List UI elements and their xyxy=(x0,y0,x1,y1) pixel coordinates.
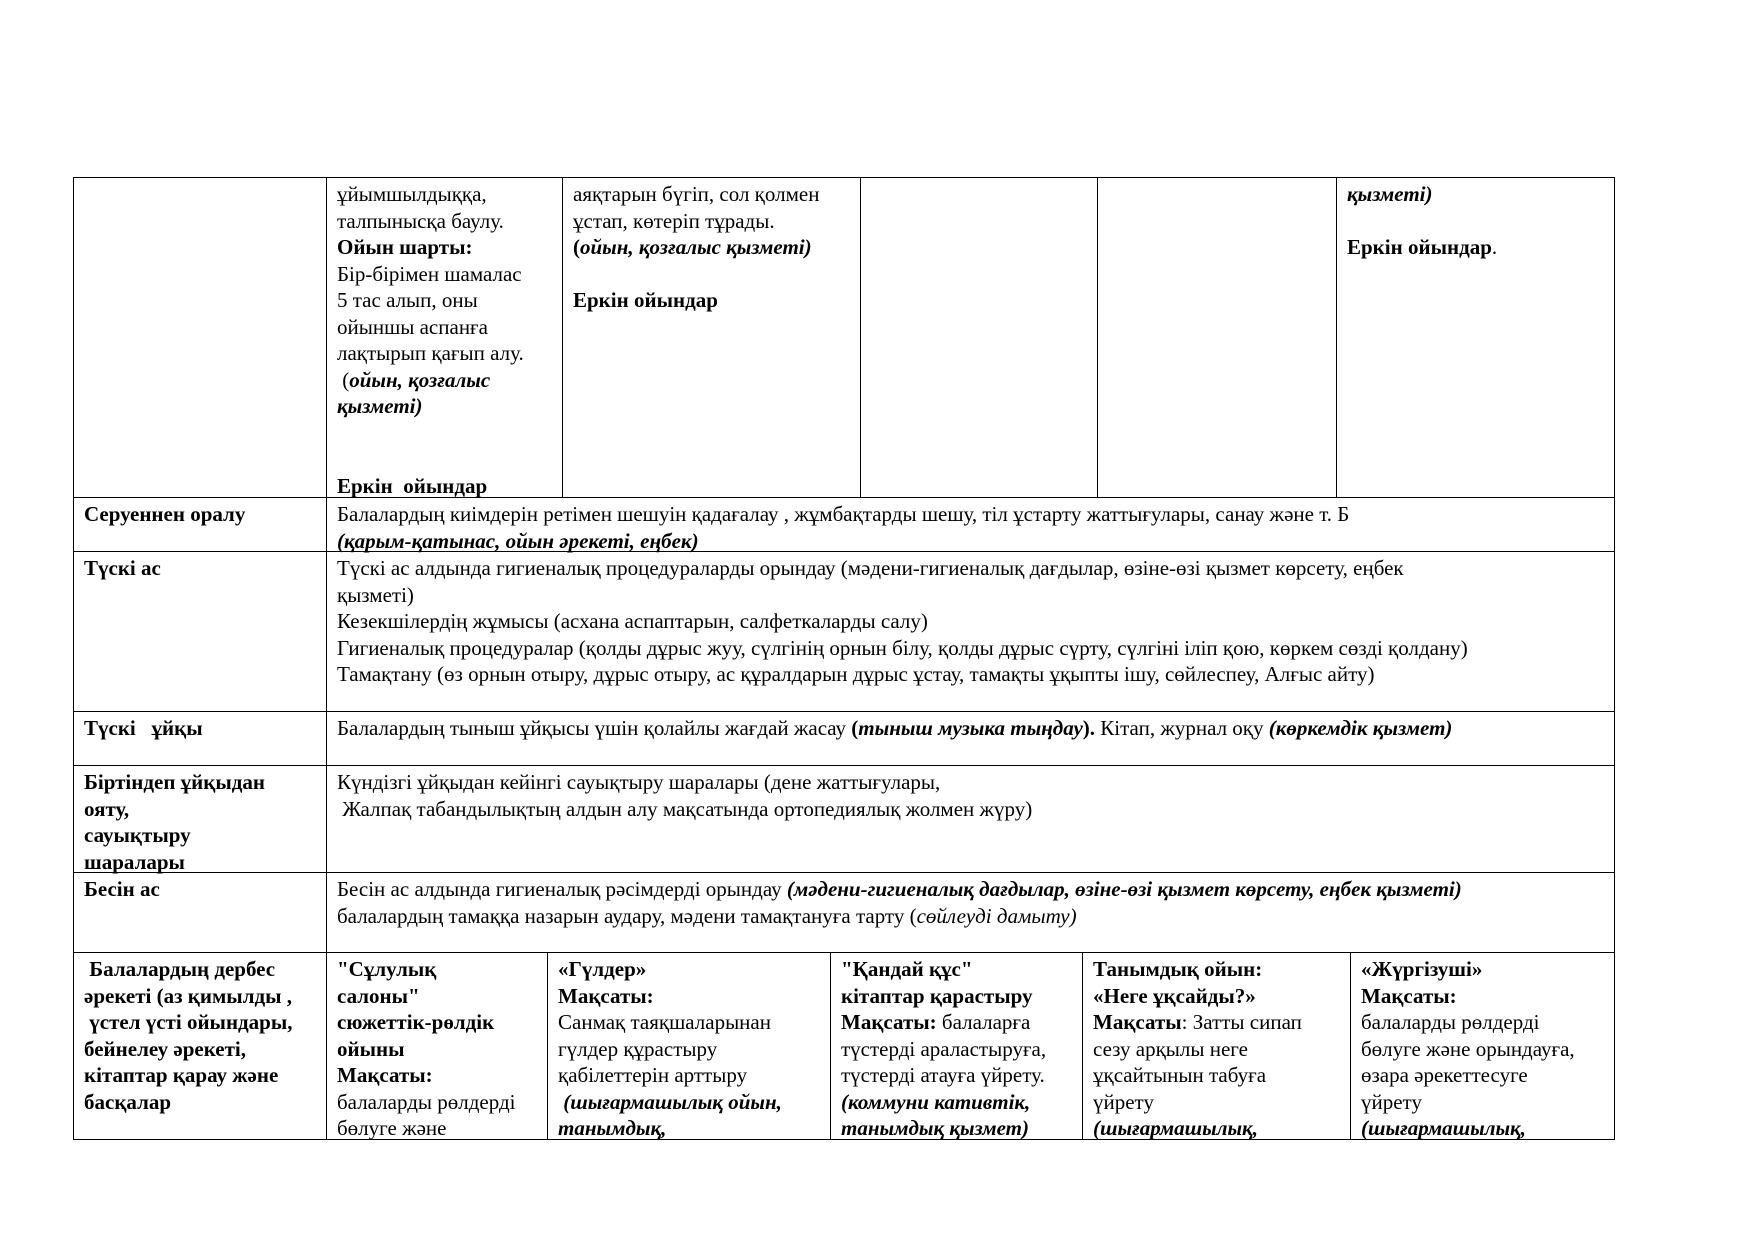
row-content-return-walk xyxy=(327,498,1614,554)
independent-activity-2 xyxy=(548,953,830,1142)
row-label-independent xyxy=(74,953,326,1115)
text: басқалар xyxy=(84,1089,172,1114)
text: балалардың тамаққа назарын аудару, мәдени тамақтануға тарту ( xyxy=(337,903,917,928)
text: (мәдени-гигиеналық дағдылар, өзіне-өзі қызмет көрсету, еңбек қызметі) xyxy=(786,877,1462,901)
text: балаларды рөлдерді xyxy=(337,1089,516,1114)
text: қызметі) xyxy=(337,582,414,607)
text: сезу арқылы неге xyxy=(1093,1036,1248,1061)
text: қызметі) xyxy=(337,394,423,418)
text-line xyxy=(337,903,1604,930)
activity-title: «Жүргізуші» xyxy=(1361,957,1483,981)
text: (коммуни кативтік, xyxy=(841,1089,1031,1114)
text: ояту, xyxy=(84,796,130,821)
text: ). xyxy=(1082,716,1101,740)
text: Балалардың тыныш ұйқысы үшін қолайлы жағдай жасау xyxy=(337,716,852,740)
text: үйрету xyxy=(1093,1089,1154,1114)
text: ( xyxy=(573,235,580,259)
grid-line xyxy=(1097,177,1098,497)
text: лақтырып қағып алу. xyxy=(337,341,524,365)
row-label-lunch: Түскі ас xyxy=(84,556,161,580)
text: Гигиеналық процедуралар (қолды дұрыс жуу, сүлгінің орнын білу, қолды дұрыс сүрту, сүлгіні іліп қою, көркем сөзді қолдану) xyxy=(337,635,1468,660)
text-line xyxy=(841,1009,1072,1036)
text: шаралары xyxy=(84,849,185,874)
text: ойыншы аспанға xyxy=(337,314,488,339)
text: ұйымшылдыққа, xyxy=(337,182,487,206)
spacer xyxy=(1347,208,1604,235)
text: танымдық, xyxy=(558,1116,667,1140)
free-games-text: Еркін ойындар xyxy=(573,288,718,312)
goal-label: Мақсаты: xyxy=(558,983,654,1008)
text: Күндізгі ұйқыдан кейінгі сауықтыру шаралары (дене жаттығулары, xyxy=(337,770,941,794)
text: ұқсайтынын табуға xyxy=(1093,1063,1267,1087)
text: ойын, қозғалыс xyxy=(349,367,491,392)
text: Бір-бірімен шамалас xyxy=(337,261,522,286)
text-line xyxy=(337,876,1604,903)
text: түстерді атауға үйрету. xyxy=(841,1063,1045,1087)
text: (шығармашылық, xyxy=(1361,1116,1526,1140)
text: қызметі) xyxy=(1347,182,1433,206)
activity-note xyxy=(573,234,850,261)
independent-activity-3 xyxy=(831,953,1082,1142)
text: танымдық қызмет) xyxy=(841,1116,1029,1140)
activity-title: Танымдық ойын: xyxy=(1093,957,1263,981)
grid-line xyxy=(1614,177,1615,1140)
text: Кітап, журнал оқу xyxy=(1100,716,1269,740)
text: үйрету xyxy=(1361,1089,1422,1114)
row-content-nap xyxy=(327,712,1614,742)
activity-title: «Неге ұқсайды?» xyxy=(1093,983,1256,1008)
text: Балалардың дербес xyxy=(84,957,276,981)
text: талпынысқа баулу. xyxy=(337,208,504,233)
text: Балалардың киімдерін ретімен шешуін қадағалау , жұмбақтарды шешу, тіл ұстарту жаттығулары, санау және т. Б xyxy=(337,502,1350,526)
text: : Затты сипап xyxy=(1181,1010,1302,1034)
text: гүлдер құрастыру xyxy=(558,1036,718,1061)
row-content-lunch xyxy=(327,552,1614,688)
text: 5 тас алып, оны xyxy=(337,288,478,312)
activity-title: сюжеттік-рөлдік xyxy=(337,1010,495,1034)
text: аяқтарын бүгіп, сол қолмен xyxy=(573,182,820,206)
text: (қарым-қатынас, ойын әрекеті, еңбек) xyxy=(337,528,699,553)
text: балаларды рөлдерді xyxy=(1361,1010,1540,1034)
text: бейнелеу әрекеті, xyxy=(84,1036,247,1061)
grid-line xyxy=(860,177,861,497)
goal-label: Мақсаты: xyxy=(841,1010,937,1034)
text: (шығармашылық ойын, xyxy=(558,1089,782,1114)
text: сауықтыру xyxy=(84,823,191,847)
text: Бесін ас алдында гигиеналық рәсімдерді орындау xyxy=(337,877,787,901)
independent-activity-1 xyxy=(327,953,547,1142)
text: түстерді араластыруға, xyxy=(841,1036,1047,1061)
text: (көркемдік қызмет) xyxy=(1268,716,1453,740)
text: Біртіндеп ұйқыдан xyxy=(84,770,265,794)
text: өзара әрекеттесуге xyxy=(1361,1063,1528,1087)
text: қабілеттерін арттыру xyxy=(558,1063,748,1087)
goal-label: Мақсаты: xyxy=(1361,983,1457,1008)
text: Түскі ас алдында гигиеналық процедураларды орындау (мәдени-гигиеналық дағдылар, өзіне-өзі қызмет көрсету, еңбек xyxy=(337,556,1404,580)
text: ойын, қозғалыс қызметі) xyxy=(580,235,812,259)
activity-title: "Қандай құс" xyxy=(841,957,973,981)
free-games-text xyxy=(1347,234,1604,261)
activity-title: кітаптар қарастыру xyxy=(841,983,1033,1008)
text: Санмақ таяқшаларынан xyxy=(558,1010,771,1034)
text: ( xyxy=(337,367,350,392)
text: Тамақтану (өз орнын отыру, дұрыс отыру, ас құралдарын дұрыс ұстау, тамақты ұқыпты ішу, сөйлеспеу, Алғыс айту) xyxy=(337,662,1375,686)
activity-title: «Гүлдер» xyxy=(558,957,647,981)
row-label-wakeup xyxy=(74,766,326,875)
text: . xyxy=(1491,235,1498,259)
text: ( xyxy=(851,716,859,740)
goal-label: Мақсаты: xyxy=(337,1063,433,1087)
text-line xyxy=(1093,1009,1340,1036)
activity-title: "Сұлулық xyxy=(337,957,437,981)
row-content-wakeup xyxy=(327,766,1614,822)
independent-activity-5 xyxy=(1351,953,1614,1142)
text: Еркін ойындар xyxy=(1347,235,1492,259)
spacer xyxy=(337,420,552,473)
top-col2-cell xyxy=(327,178,562,499)
row-label-return-walk: Серуеннен оралу xyxy=(84,502,246,526)
text: бөлуге және xyxy=(337,1116,447,1140)
text: ұстап, көтеріп тұрады. xyxy=(573,208,775,233)
text: сөйлеуді дамыту) xyxy=(916,903,1077,928)
game-rule-label: Ойын шарты: xyxy=(337,235,473,259)
text: бөлуге және орындауға, xyxy=(1361,1036,1575,1061)
text: тыныш музыка тыңдау xyxy=(858,716,1083,740)
spacer xyxy=(573,261,850,288)
row-label-snack: Бесін ас xyxy=(84,877,160,901)
text: үстел үсті ойындары, xyxy=(84,1010,293,1034)
activity-title: ойыны xyxy=(337,1036,405,1061)
top-col6-cell xyxy=(1337,178,1614,261)
independent-activity-4 xyxy=(1083,953,1350,1142)
text: (шығармашылық, xyxy=(1093,1116,1258,1140)
text: әрекеті (аз қимылды , xyxy=(84,983,293,1008)
top-col3-cell xyxy=(563,178,860,314)
row-content-snack xyxy=(327,873,1614,929)
text: Кезекшілердің жұмысы (асхана аспаптарын, салфеткаларды салу) xyxy=(337,609,928,633)
free-games-text: Еркін ойындар xyxy=(337,473,488,498)
activity-note xyxy=(337,367,552,394)
row-label-nap: Түскі ұйқы xyxy=(84,716,203,740)
activity-title: салоны" xyxy=(337,983,420,1008)
text: Жалпақ табандылықтың алдын алу мақсатында ортопедиялық жолмен жүру) xyxy=(337,796,1033,821)
text: балаларға xyxy=(936,1010,1031,1034)
goal-label: Мақсаты xyxy=(1093,1010,1182,1034)
text: кітаптар қарау және xyxy=(84,1063,279,1087)
